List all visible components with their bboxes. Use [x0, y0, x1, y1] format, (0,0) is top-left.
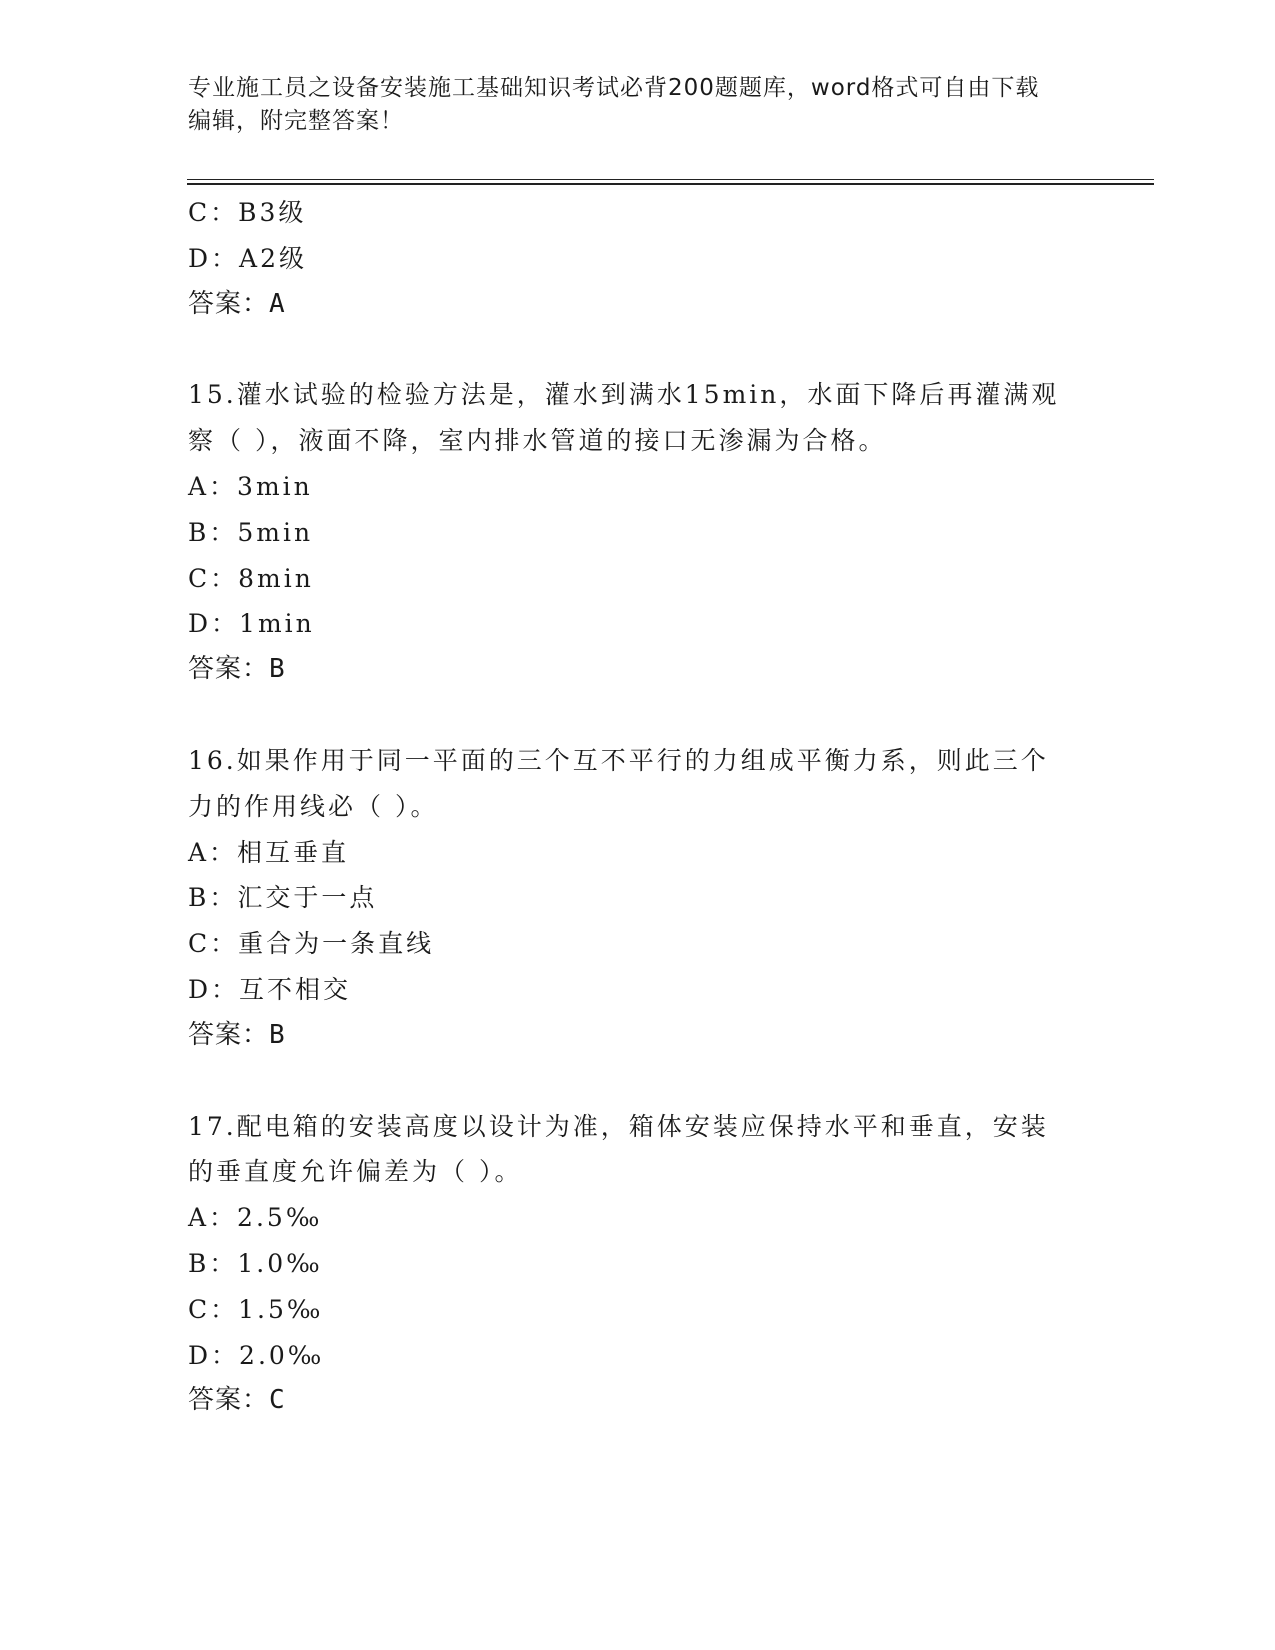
question-stem-line-2: 力的作用线必（ ）。: [188, 791, 439, 821]
question-stem-line-1: 16.如果作用于同一平面的三个互不平行的力组成平衡力系，则此三个: [188, 745, 1049, 775]
header-line-2: 编辑，附完整答案！: [188, 108, 404, 134]
question-gap: [188, 693, 1088, 738]
option-a: A：3min: [188, 471, 313, 501]
question-stem-line-1: 17.配电箱的安装高度以设计为准，箱体安装应保持水平和垂直，安装: [188, 1111, 1049, 1141]
question-17: [188, 1104, 1088, 1425]
document-page: [188, 0, 1148, 1650]
question-14-tail: [188, 190, 1088, 327]
header-divider-bottom: [187, 183, 1154, 185]
option-a: A：相互垂直: [188, 837, 350, 867]
question-gap: [188, 1059, 1088, 1104]
question-15: [188, 372, 1088, 693]
option-c: C：重合为一条直线: [188, 929, 435, 959]
document-header: [188, 72, 1068, 138]
answer-line: 答案：B: [188, 654, 286, 685]
question-stem-line-2: 察（ ），液面不降，室内排水管道的接口无渗漏为合格。: [188, 426, 887, 456]
answer-line: 答案：C: [188, 1385, 286, 1416]
option-a: A：2.5‰: [188, 1203, 323, 1233]
header-divider-top: [187, 179, 1154, 180]
option-b: B：汇交于一点: [188, 883, 378, 913]
answer-line: 答案：A: [188, 288, 286, 319]
question-gap: [188, 327, 1088, 372]
option-b: B：1.0‰: [188, 1248, 323, 1278]
option-d: D：1min: [188, 609, 315, 639]
header-line-1: 专业施工员之设备安装施工基础知识考试必背200题题库，word格式可自由下载: [188, 75, 1040, 101]
option-c: C：B3级: [188, 198, 307, 227]
question-list: [188, 190, 1088, 1424]
option-b: B：5min: [188, 517, 314, 547]
option-d: D：A2级: [188, 243, 308, 273]
question-stem-line-2: 的垂直度允许偏差为（ ）。: [188, 1157, 523, 1187]
option-d: D：2.0‰: [188, 1340, 325, 1370]
answer-line: 答案：B: [188, 1019, 286, 1050]
question-16: [188, 738, 1088, 1059]
question-stem-line-1: 15.灌水试验的检验方法是，灌水到满水15min，水面下降后再灌满观: [188, 380, 1060, 410]
option-c: C：1.5‰: [188, 1294, 324, 1324]
option-c: C：8min: [188, 563, 314, 593]
option-d: D：互不相交: [188, 974, 352, 1004]
